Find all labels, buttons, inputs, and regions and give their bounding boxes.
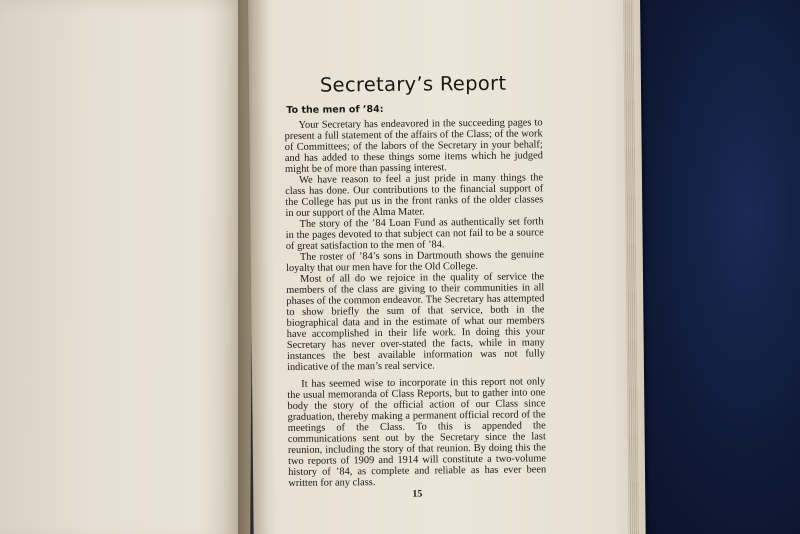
book-gutter (238, 0, 268, 534)
page-number: 15 (412, 488, 423, 500)
paragraph-history: It has seemed wise to incorporate in this report not only the usual memoranda of Class Reports, but to gather into one body the story of the official action of our Class since graduation, thereby making a permanent official record of the meetings of the Class. To this is appended the communications sent out by the Secretary since the last reunion, including the story of that reunion. By doing this the two reports of 1909 and 1914 will constitute a two-volume history of ’84, as complete and reliable as has ever been written for any class. (287, 376, 547, 489)
paragraph-intro: Your Secretary has endeavored in the succeeding pages to present a full statement of the affairs of the Class; of the work of Committees; of the labors of the Secretary in your behalf; and has added to these things some items which he judged might be of more than passing interest. (284, 117, 543, 175)
left-page (0, 0, 254, 534)
report-content (284, 71, 547, 500)
paragraph-service: Most of all do we rejoice in the quality of service the members of the class are giving to their communities in all phases of the common endeavor. The Secretary has attempted to show briefly the sum of that service, both in the biographical data and in the estimate of what our members have accomplished in their life work. In doing this your Secretary has never over-stated the facts, while in many instances the best available information was not fully indicative of the man’s real service. (286, 271, 546, 373)
background-cloth (620, 0, 800, 534)
paragraph-loan-fund: The story of the ’84 Loan Fund as authentically set forth in the pages devoted to that subject can not fail to be a source of great satisfaction to the men of ’84. (285, 216, 544, 252)
salutation: To the men of ’84: (286, 103, 384, 116)
page-title: Secretary’s Report (319, 71, 507, 97)
paragraph-roster: The roster of ’84’s sons in Dartmouth shows the genuine loyalty that our men have for the Old College. (285, 249, 544, 274)
paragraph-pride: We have reason to feel a just pride in many things the class has done. Our contributions to the financial support of the College has put us in the front ranks of the older classes in our support of the Alma Mater. (285, 172, 544, 219)
